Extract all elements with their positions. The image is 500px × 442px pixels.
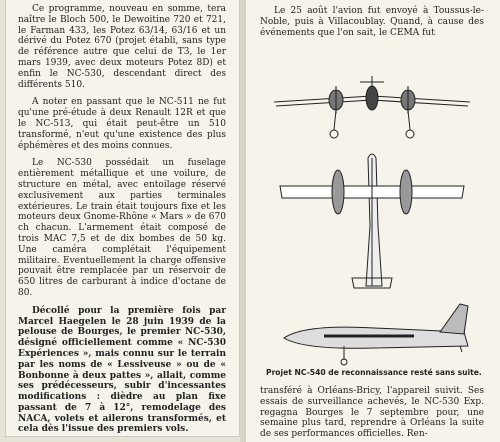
paragraph-3: Le NC-530 possédait un fuselage entièrement métallique et une voilure, de structure en métal, avec entoilage réservé exclusivement aux parties terminales extérieures. Le train était toujours fixe et les moteurs deux Gnome-Rhône « Mars » de 670 ch chacun. L'armement était composé de trois MAC 7,5 et de dix bombes de 50 kg. Une caméra complétait l'équipement militaire. Eventuellement la charge offensive pouvait être remplacée par un réservoir de 650 litres de carburant à indice d'octane de 80.	[18, 158, 226, 298]
side-view	[284, 304, 468, 365]
front-view	[274, 76, 470, 138]
right-bottom-text	[260, 386, 484, 440]
right-clipping	[246, 0, 500, 442]
right-paragraph-top: Le 25 août l'avion fut envoyé à Toussus-le-Noble, puis à Villacoublay. Quand, à cause des événements que l'on sait, le CEMA fut	[260, 6, 484, 38]
figure-caption: Projet NC-540 de reconnaissance resté sans suite.	[266, 368, 482, 377]
paragraph-1: Ce programme, nouveau en somme, tera naître le Bloch 500, le Dewoitine 720 et 721, le Farman 433, les Potez 63/14, 63/16 et un dérivé du Potez 670 (projet établi, sans type de référence autre que celui de T3, le 1er mars 1939, avec deux moteurs Potez 8D) et enfin le NC-530, descendant direct des différents 510.	[18, 4, 226, 90]
right-top-text	[260, 6, 484, 38]
nc540-three-view-drawing	[264, 46, 484, 366]
top-view	[280, 154, 464, 288]
left-text-column	[18, 4, 226, 436]
paragraph-2: A noter en passant que le NC-511 ne fut qu'une pré-étude à deux Renault 12R et que le NC-513, qui était peut-être un 510 transformé, n'eut qu'une existence des plus éphémères et des moins connues.	[18, 97, 226, 151]
paragraph-4: Décollé pour la première fois par Marcel Haegelen le 28 juin 1939 de la pelouse de Bourges, le premier NC-530, désigné officiellement comme « NC-530 Expériences », mais connu sur le terrain par les noms de « Lessiveuse » ou de « Bonbonne à deux pattes », allait, comme ses prédécesseurs, subir d'incessantes modifications : dièdre au plan fixe passant de 7 à 12°, remodelage des NACA, volets et ailerons transformés, et cela dès l'issue des premiers vols.	[18, 305, 226, 435]
left-clipping	[6, 0, 239, 436]
right-paragraph-bottom: transféré à Orléans-Bricy, l'appareil suivit. Ses essais de surveillance achevés, le NC-530 Exp. regagna Bourges le 7 septembre pour, une semaine plus tard, reprendre à Orléans la suite de ses performances officielles. Ren-	[260, 386, 484, 440]
aircraft-drawing	[264, 46, 484, 380]
